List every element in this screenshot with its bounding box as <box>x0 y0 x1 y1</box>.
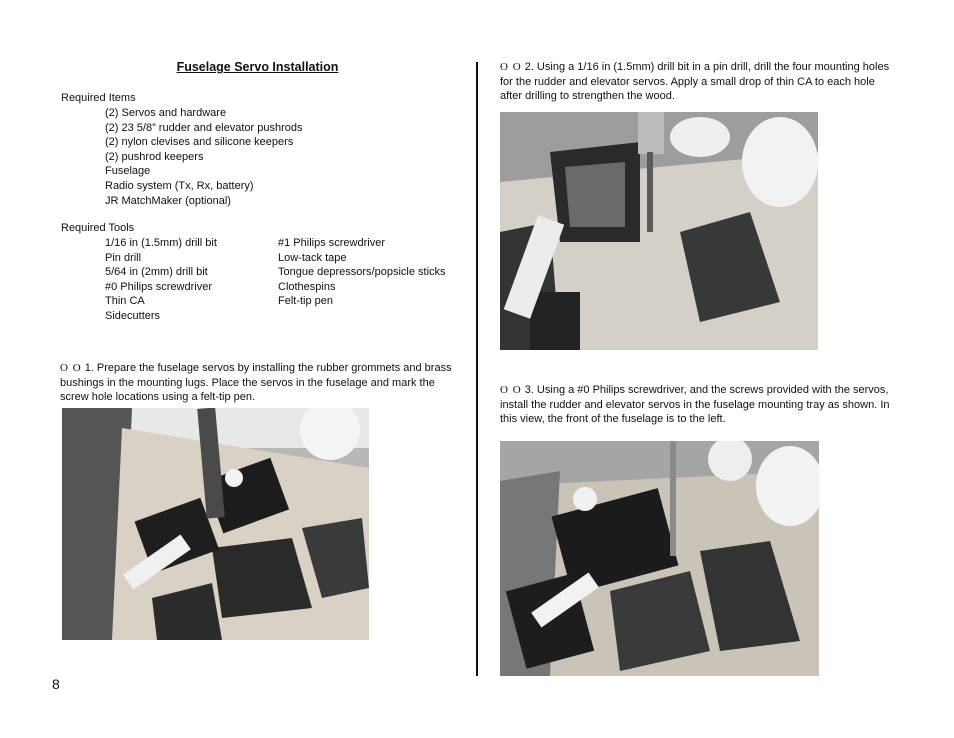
required-tools-col2 <box>278 236 446 309</box>
list-item: Felt-tip pen <box>278 295 334 308</box>
photo-drilling-holes <box>500 112 818 350</box>
step-checkboxes[interactable]: O O <box>500 384 522 396</box>
list-item: Fuselage <box>105 165 151 178</box>
list-item: Radio system (Tx, Rx, battery) <box>105 179 254 192</box>
step-checkboxes[interactable]: O O <box>60 362 82 374</box>
required-items-list <box>105 106 303 208</box>
step-2 <box>500 60 890 104</box>
list-item: Pin drill <box>105 251 142 264</box>
list-item: #0 Philips screwdriver <box>105 280 212 293</box>
section-title: Fuselage Servo Installation <box>176 60 339 74</box>
list-item: Low-tack tape <box>278 251 347 264</box>
list-item: Clothespins <box>278 280 336 293</box>
list-item: (2) Servos and hardware <box>105 107 227 119</box>
list-item: Sidecutters <box>105 309 161 322</box>
step-text: 2. Using a 1/16 in (1.5mm) drill bit in a pin drill, drill the four mounting holes for the rudder and elevator servos. Apply a small drop of thin CA to each hole after drilling to strengthen the wood. <box>500 61 890 103</box>
required-tools-col1 <box>105 236 217 324</box>
photo-marking-servo-holes <box>62 408 369 640</box>
step-text: 1. Prepare the fuselage servos by installing the rubber grommets and brass bushings in the mounting lugs. Place the servos in the fuselage and mark the screw hole locations using a felt-tip pen. <box>60 362 452 404</box>
step-3 <box>500 383 890 427</box>
photo-installing-servos <box>500 441 819 676</box>
list-item: #1 Philips screwdriver <box>278 237 385 249</box>
list-item: (2) 23 5/8” rudder and elevator pushrods <box>105 121 303 134</box>
list-item: (2) pushrod keepers <box>105 150 204 163</box>
required-tools-heading: Required Tools <box>61 222 135 234</box>
list-item: (2) nylon clevises and silicone keepers <box>105 136 294 149</box>
step-text: 3. Using a #0 Philips screwdriver, and the screws provided with the servos, install the rudder and elevator servos in the fuselage mounting tray as shown. In this view, the front of the fuselage is to the left. <box>500 384 890 426</box>
step-1 <box>60 361 460 405</box>
column-divider <box>476 62 478 676</box>
list-item: Thin CA <box>105 295 145 308</box>
step-checkboxes[interactable]: O O <box>500 61 522 73</box>
list-item: Tongue depressors/popsicle sticks <box>278 266 446 279</box>
required-items-heading: Required Items <box>61 92 136 104</box>
page-number: 8 <box>52 676 60 692</box>
list-item: 1/16 in (1.5mm) drill bit <box>105 237 217 249</box>
list-item: 5/64 in (2mm) drill bit <box>105 266 208 279</box>
list-item: JR MatchMaker (optional) <box>105 194 231 207</box>
